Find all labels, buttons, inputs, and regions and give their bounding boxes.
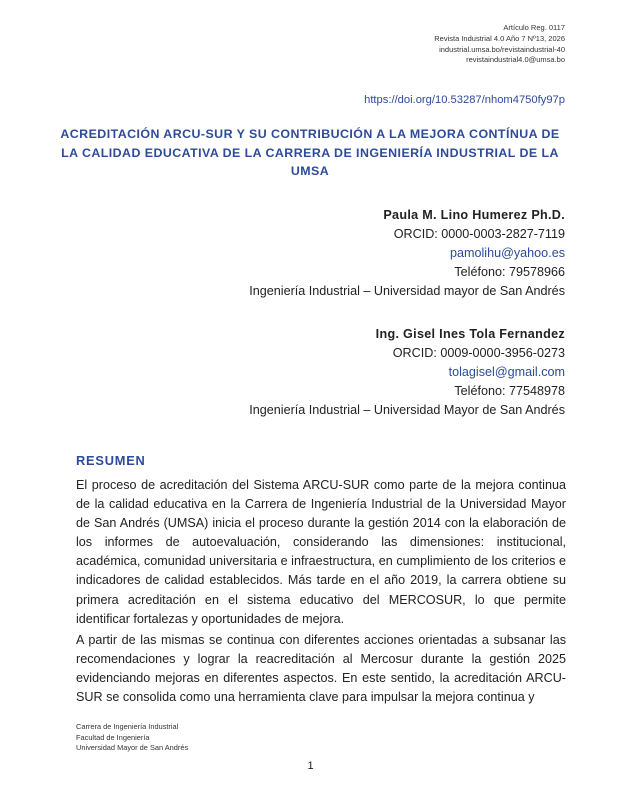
author-orcid: ORCID: 0009-0000-3956-0273 xyxy=(392,346,565,360)
author-name: Ing. Gisel Ines Tola Fernandez xyxy=(375,327,565,341)
author-phone: Teléfono: 79578966 xyxy=(454,265,565,279)
author-email[interactable]: pamolihu@yahoo.es xyxy=(449,246,565,260)
author-phone: Teléfono: 77548978 xyxy=(454,384,565,398)
author-affiliation: Ingeniería Industrial – Universidad Mayor de San Andrés xyxy=(249,403,565,417)
journal-email[interactable]: revistaindustrial4.0@umsa.bo xyxy=(466,55,565,65)
doi-link[interactable]: https://doi.org/10.53287/nhom4750fy97p xyxy=(364,94,565,106)
abstract-heading: RESUMEN xyxy=(76,453,146,468)
abstract-paragraph-2: A partir de las mismas se continua con diferentes acciones orientadas a subsanar las recomendaciones y lograr la reacreditación al Mercosur durante la gestión 2025 evidenciando mejoras en diferentes aspectos. En este sentido, la acreditación ARCU-SUR se consolida como una herramienta clave para impulsar la mejora continua y xyxy=(76,633,566,705)
article-reg: Artículo Reg. 0117 xyxy=(503,23,565,32)
author-affiliation: Ingeniería Industrial – Universidad mayor de San Andrés xyxy=(249,284,565,298)
footer-line-university: Universidad Mayor de San Andrés xyxy=(76,743,189,753)
author-block-1 xyxy=(249,206,565,301)
author-orcid: ORCID: 0000-0003-2827-7119 xyxy=(393,227,565,241)
footer-line-faculty: Facultad de Ingeniería xyxy=(76,732,150,742)
paper-title: ACREDITACIÓN ARCU-SUR Y SU CONTRIBUCIÓN A LA MEJORA CONTÍNUA DE LA CALIDAD EDUCATIVA DE LA CARRERA DE INGENIERÍA INDUSTRIAL DE LA UMSA xyxy=(60,127,560,178)
page-number: 1 xyxy=(307,760,314,772)
footer-line-department: Carrera de Ingeniería Industrial xyxy=(76,722,179,731)
author-block-2 xyxy=(249,325,565,420)
journal-header xyxy=(434,23,565,66)
abstract-paragraph-1: El proceso de acreditación del Sistema ARCU-SUR como parte de la mejora continua de la calidad educativa en la Carrera de Ingeniería Industrial de la Universidad Mayor de San Andrés (UMSA) inicia el proceso durante la gestión 2014 con la elaboración de los informes de autoevaluación, considerando las dimensiones: institucional, académica, comunidad universitaria e infraestructura, en cumplimiento de los criterios e indicadores de calidad establecidos. Más tarde en el año 2019, la carrera obtiene su primera acreditación en el sistema educativo del MERCOSUR, lo que permite identificar fortalezas y oportunidades de mejora. xyxy=(76,478,566,626)
journal-issue: Revista Industrial 4.0 Año 7 Nº13, 2026 xyxy=(434,33,565,43)
page-footer xyxy=(76,722,188,754)
author-name: Paula M. Lino Humerez Ph.D. xyxy=(383,208,565,222)
author-email[interactable]: tolagisel@gmail.com xyxy=(448,365,565,379)
journal-url[interactable]: industrial.umsa.bo/revistaindustrial-40 xyxy=(439,44,565,54)
